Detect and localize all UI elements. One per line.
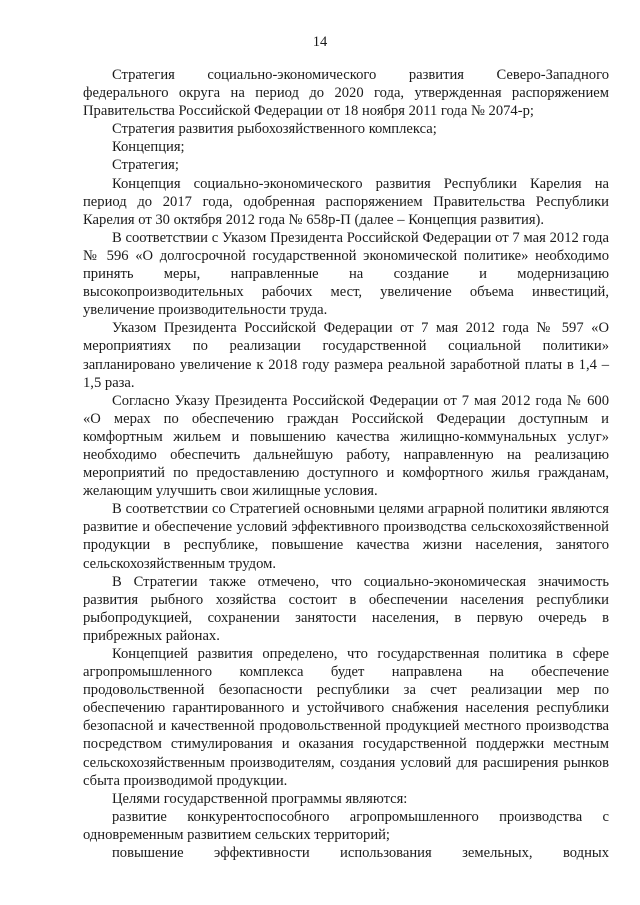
paragraph-fishery-strategy: Стратегия развития рыбохозяйственного комплекса; bbox=[112, 121, 437, 138]
paragraph-fishery-significance: В Стратегии также отмечено, что социально-экономическая значимость развития рыбного хозяйства состоит в обеспечении населения республики рыбопродукцией, сохранении занятости населения, в первую очередь в прибрежных районах. bbox=[83, 573, 609, 644]
paragraph-goal-agro-development: развитие конкурентоспособного агропромышленного производства с одновременным развитием сельских территорий; bbox=[83, 808, 609, 843]
paragraph-concept: Концепция; bbox=[112, 139, 185, 156]
page-number: 14 bbox=[312, 34, 328, 50]
paragraph-decree-600: Согласно Указу Президента Российской Федерации от 7 мая 2012 года № 600 «О мерах по обеспечению граждан Российской Федерации доступным и комфортным жильем и повышению качества жилищно-коммунальных услуг» необходимо обеспечить дальнейшую работу, направленную на реализацию мероприятий по предоставлению доступного и комфортного жилья гражданам, желающим улучшить свои жилищные условия. bbox=[83, 392, 609, 500]
paragraph-strategy-nwfd: Стратегия социально-экономического развития Северо-Западного федерального округа на период до 2020 года, утвержденная распоряжением Правительства Российской Федерации от 18 ноября 2011 года № 2074-р; bbox=[83, 67, 609, 120]
paragraph-strategy: Стратегия; bbox=[112, 157, 179, 174]
paragraph-decree-596: В соответствии с Указом Президента Российской Федерации от 7 мая 2012 года № 596 «О долгосрочной государственной экономической политике» необходимо принять меры, направленные на создание и модернизацию высокопроизводительных рабочих мест, увеличение объема инвестиций, увеличение производительности труда. bbox=[83, 229, 609, 319]
paragraph-goal-land-efficiency: повышение эффективности использования земельных, водных bbox=[112, 845, 609, 862]
body-text bbox=[83, 66, 609, 862]
paragraph-agrarian-goals: В соответствии со Стратегией основными целями аграрной политики являются развитие и обеспечение условий эффективного производства сельскохозяйственной продукции в республике, повышение качества жизни населения, занятого сельскохозяйственным трудом. bbox=[83, 501, 609, 572]
paragraph-karelia-concept: Концепция социально-экономического развития Республики Карелия на период до 2017 года, одобренная распоряжением Правительства Республики Карелия от 30 октября 2012 года № 658р-П (далее – Концепция развития). bbox=[83, 175, 609, 228]
paragraph-agro-policy: Концепцией развития определено, что государственная политика в сфере агропромышленного комплекса будет направлена на обеспечение продовольственной безопасности республики за счет реализации мер по обеспечению гарантированного и устойчивого снабжения населения республики безопасной и качественной продовольственной продукцией местного производства посредством стимулирования и оказания государственной поддержки местным сельскохозяйственным производителям, создания условий для расширения рынков сбыта производимой продукции. bbox=[83, 646, 609, 789]
paragraph-decree-597: Указом Президента Российской Федерации от 7 мая 2012 года № 597 «О мероприятиях по реализации государственной социальной политики» запланировано увеличение к 2018 году размера реальной заработной платы в 1,4 – 1,5 раза. bbox=[83, 320, 609, 391]
paragraph-program-goals-heading: Целями государственной программы являются: bbox=[112, 790, 408, 807]
